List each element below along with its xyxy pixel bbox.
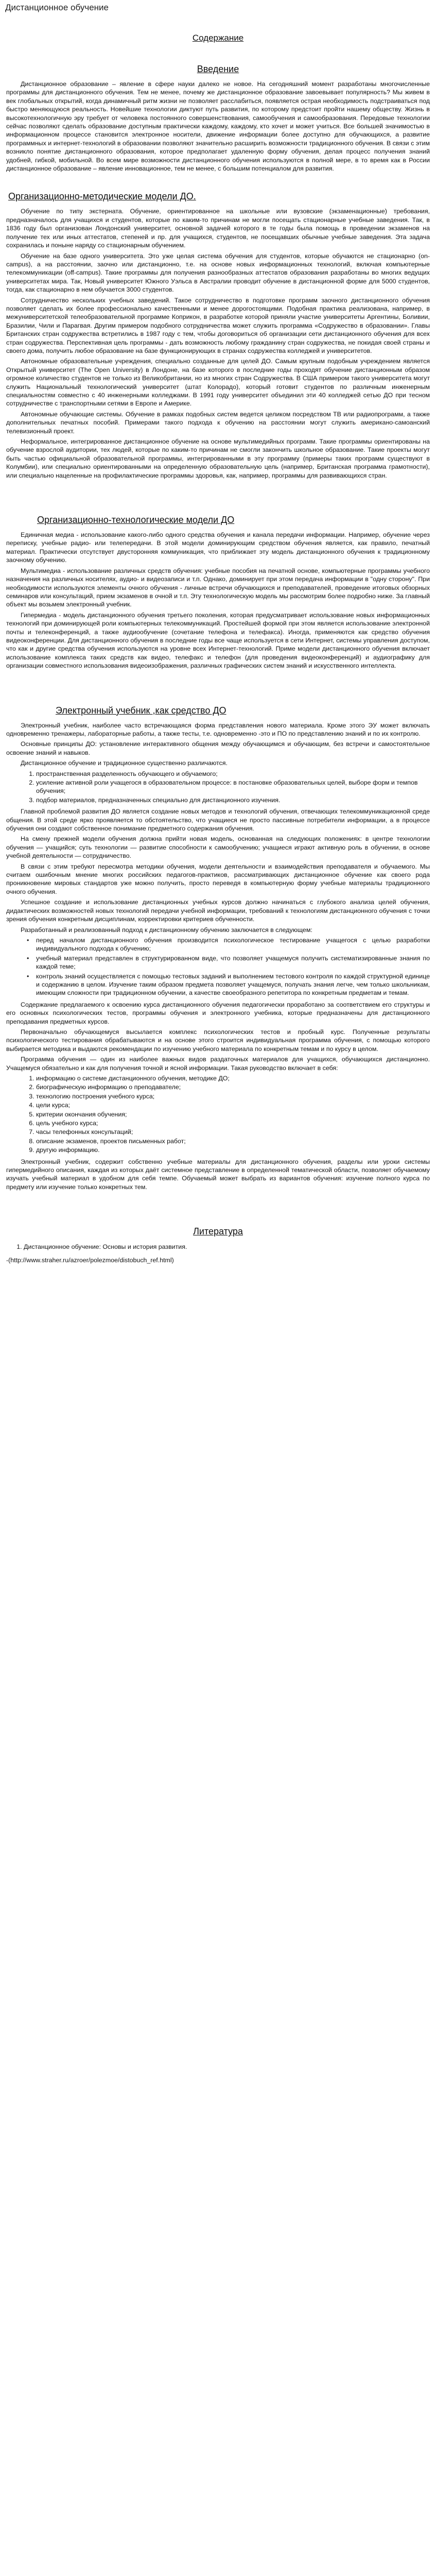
ebook-paragraph-1: Электронный учебник, наиболее часто встречающаяся форма представления нового материала. Кроме этого ЭУ может включать одновременно тренажеры, лабораторные работы, а также тесты, т.е. одновременно -это и ПО по представлению знаний и по их контролю. xyxy=(6,721,430,737)
list-item: 2. усиление активной роли учащегося в образовательном процессе: в постановке образовательных целей, выборе форм и темпов обучения; xyxy=(36,778,430,795)
list-item: 3. технологию построения учебного курса; xyxy=(36,1092,430,1100)
list-item: 6. цель учебного курса; xyxy=(36,1119,430,1127)
org-paragraph-5: Автономные обучающие системы. Обучение в рамках подобных систем ведется целиком посредством ТВ или радиопрограмм, а также дополнительных печатных пособий. Примерами такого подхода к обучению на расстоянии могут служить американо-самоанский телевизионный проект. xyxy=(6,410,430,435)
ebook-paragraph-8: Разработанный и реализованный подход к дистанционному обучению заключается в следующем: xyxy=(21,926,312,934)
ebook-paragraph-11: Программа обучения — один из наиболее важных видов раздаточных материалов для учащихся, обучающихся дистанционно. Учащемуся обязательно и как для получения точной и ясной информации. Такая руководство включает в себя: xyxy=(6,1056,430,1072)
ebook-differences-list xyxy=(6,770,430,805)
ebook-paragraph-5: На смену прежней модели обучения должна прийти новая модель, основанная на следующих положениях: в центре технологии обучения — учащийся; суть технологии — развитие способности к самообучению; учащиеся играют активную роль в обучении, в основе учебной деятельности — сотрудничество. xyxy=(6,835,430,860)
org-paragraph-4: Автономные образовательные учреждения, специально созданные для целей ДО. Самым крупным подобным учреждением является Открытый университет (The Open University) в Лондоне, на базе которого в последние годы проходят обучение дистанционным образом огромное количество студентов не только из Великобритании, но из многих стран Содружества. В США примером такого университета могут служить Национальный технологический университет (штат Колорадо), который готовит студентов по различным инженерным специальностям совместно с 40 инженерными колледжами. В 1991 году университет объединил эти 40 колледжей сетью ДО при тесном сотрудничестве с транспортными сетями в Европе и Америке. xyxy=(6,358,430,408)
list-item: • перед началом дистанционного обучения производится психологическое тестирование учащегося с целью разработки индивидуального подхода к обучению; xyxy=(36,936,430,953)
reference-link-line xyxy=(6,1256,430,1265)
ebook-paragraph-7: Успешное создание и использование дистанционных учебных курсов должно начинаться с глубокого анализа целей обучения, дидактических возможностей новых технологий передачи учебной информации, требований к технологиям дистанционного обучения с точки зрения обучения конкретным дисциплинам, корректировки критериев обученности. xyxy=(6,899,430,923)
list-item: 8. описание экзаменов, проектов письменных работ; xyxy=(36,1137,430,1145)
list-item: 7. часы телефонных консультаций; xyxy=(36,1128,430,1136)
list-item: 2. биографическую информацию о преподавателе; xyxy=(36,1083,430,1091)
references-list xyxy=(6,1242,430,1251)
list-item: • учебный материал представлен в структурированном виде, что позволяет учащемуся получить систематизированные знания по каждой теме; xyxy=(36,954,430,971)
program-contents-list xyxy=(6,1074,430,1155)
document-header xyxy=(0,0,436,15)
references-heading: Литература xyxy=(193,1226,243,1237)
ebook-paragraph-2: Основные принципы ДО: установление интерактивного общения между обучающимся и обучающим, без встречи и самостоятельное освоение знаний и навыков. xyxy=(6,740,430,756)
reference-link[interactable]: -(http://www.straher.ru/azroer/polezmoe/distobuch_ref.html) xyxy=(6,1257,174,1264)
org-paragraph-6: Неформальное, интегрированное дистанционное обучение на основе мультимедийных программ. Такие программы ориентированы на обучение взрослой аудитории, тех людей, которые по каким-то причинам не смогли закончить школьное образование. Такие проекты могут быть частью официальной образовательной программы, интегрированными в эту программу (примеры таких программ существуют в Колумбии), или специально ориентированными на определенную образовательную цель (например, Британская программа грамотности), или специально нацеленные на профилактические программы здоровья, как, например, программы для развивающихся стран. xyxy=(6,438,430,479)
ebook-paragraph-9: Содержание предлагаемого к освоению курса дистанционного обучения педагогически проработано за соответствием его структуры и его основных психологических тестов, программы обучения и электронного учебника, которые предназначены для дистанционного преподавания предметных курсов. xyxy=(6,1001,430,1025)
list-item: • контроль знаний осуществляется с помощью тестовых заданий и выполнением тестового контроля по каждой структурной единице и содержанию в целом. Изучение таким образом предмета позволяет учащемуся, получать знания легче, чем только школьникам, имеющим сложности при традиционном обучении, а качестве своеобразного репетитора по конкретным предметам и темам. xyxy=(36,972,430,997)
ebook-paragraph-3: Дистанционное обучение и традиционное существенно различаются. xyxy=(21,759,228,767)
list-item: 4. цели курса; xyxy=(36,1101,430,1109)
ebook-approach-list xyxy=(6,936,430,997)
toc-link[interactable]: Содержание xyxy=(192,33,244,43)
org-paragraph-1: Обучение по типу экстерната. Обучение, ориентированное на школьные или вузовские (экзаменационные) требования, предназначалось для учащихся и студентов, которые по каким-то причинам не могли посещать стационарные учебные заведения. Так, в 1836 году был организован Лондонский университет, основной задачей которого в те годы была помощь в проведении экзаменов на получение тех или иных аттестатов, степеней и пр. для учащихся, студентов, не посещавших обычные учебные заведения. Эта задача сохранилась и поныне наряду со стационарным обучением. xyxy=(6,208,430,249)
list-item: 5. критерии окончания обучения; xyxy=(36,1110,430,1118)
list-item: 3. подбор материалов, предназначенных специально для дистанционного изучения. xyxy=(36,796,430,804)
ebook-paragraph-12: Электронный учебник, содержит собственно учебные материалы для дистанционного обучения, разделы или уроки системы гипермедийного описания, каждая из которых даёт системное представление в определенной тематической области, позволяет обучаемому изучать учебный материал в удобном для себя темпе. Обучаемый может выбрать из вариантов обучения: изучение полного курса по предмету или изучение только конкретных тем. xyxy=(6,1158,430,1191)
tech-paragraph-2: Мультимедиа - использование различных средств обучения: учебные пособия на печатной основе, компьютерные программы учебного назначения на различных носителях, аудио- и видеозаписи и т.п. Однако, доминирует при этом передача информации в "одну сторону". При необходимости используются элементы очного обучения - личные встречи обучающихся и преподавателей, проведение итоговых обзорных семинаров или консультаций, прием экзаменов в очной и т.п. Эту технологическую модель мы рассмотрим более подробно ниже. За главный объект мы возьмем электронный учебник. xyxy=(6,567,430,608)
tech-paragraph-3: Гипермедиа - модель дистанционного обучения третьего поколения, которая предусматривает использование новых информационных технологий при доминирующей роли компьютерных телекоммуникаций. Простейшей формой при этом является использование электронной почты и телеконференций, а также аудиообучение (сочетание телефона и телефакса). Иногда, применяются как средство обучения видеоконференции. Для дистанционного обучения в последние годы все чаще используется в сети Интернет, системы управления доступом, что как и другие средства обучения используются на уровне всех Интернет-технологий. Приме модели дистанционного обучения включает использование комплекса таких средств как видео, телефакс и телефон (для проведения видеоконференций) и аудиографику для организации совместного использования видеоизображения, различных графических систем знаний и искусственного интеллекта. xyxy=(6,611,430,670)
org-paragraph-2: Обучение на базе одного университета. Это уже целая система обучения для студентов, которые обучаются не стационарно (on-campus), а на расстоянии, заочно или дистанционно, т.е. на основе новых информационных технологий, включая компьютерные телекоммуникации (off-campus). Такие программы для получения разнообразных аттестатов образования разработаны во многих ведущих университетах мира. Так, Новый университет Южного Уэльса в Австралии проводит обучение в дистанционной форме для 5000 студентов, тогда, как стационарно в нем обучается 3000 студентов. xyxy=(6,252,430,294)
list-item: 1. пространственная разделенность обучающего и обучаемого; xyxy=(36,770,430,778)
tech-paragraph-1: Единичная медиа - использование какого-либо одного средства обучения и канала передачи информации. Например, обучение через переписку, учебные радио- или телепередачи. В этой модели доминирующим средством обучения является, как правило, печатный материал. Практически отсутствует двусторонняя коммуникация, что приближает эту модель дистанционного обучения к традиционному заочному обучению. xyxy=(6,531,430,564)
intro-heading: Введение xyxy=(197,64,239,74)
ebook-paragraph-6: В связи с этим требуют пересмотра методики обучения, модели деятельности и взаимодействия преподавателя и обучаемого. Мы считаем ошибочным мнение многих российских педагогов-практиков, рассматривающих дистанционное обучение как своего рода проникновение мировых стандартов уже можно получить, просто переведя в компьютерную форму учебные материалы традиционного очного обучения. xyxy=(6,862,430,895)
ebook-paragraph-4: Главной проблемой развития ДО является создание новых методов и технологий обучения, отвечающих телекоммуникационной среде общения. В этой среде ярко проявляется то обстоятельство, что учащиеся не просто пассивные потребители информации, а в процессе обучения они создают собственное понимание предметного содержания обучения. xyxy=(6,808,430,833)
intro-paragraph-1: Дистанционное образование – явление в сфере науки далеко не новое. На сегодняшний момент разработаны многочисленные программы для дистанционного обучения. Тем не менее, почему же дистанционное образование завоевывает популярность? Мы живем в век глобальных открытий, когда динамичный ритм жизни не позволяет расслабиться, появляется острая необходимость подстраиваться под быстро меняющуюся реальность. Новейшие технологии диктуют путь развития, по которому предстоит пройти нашему обществу. Жизнь в высокотехнологичную эру требует от человека постоянного совершенствования, самообучения и самообразования. Передовые технологии сейчас позволяют сделать образование доступным практически каждому, каждому, кто хочет и может учиться. Все большей значимостью в информационном процессе становится электронное носители, движение информации более доступно для обучающихся, а развитие программных и интернет-технологий в образовании позволяют значительно расширить возможности традиционного обучения. В связи с этим возникло понятие дистанционного образования, которое предполагает удаленную форму обучения, делая процесс получения знаний удобней, гибкой, мобильной. Во всем мире возможности дистанционного обучения используются в полной мере, в то время как в России дистанционное образование – явление инновационное, тем не менее, с большим потенциалом для развития. xyxy=(6,80,430,173)
reference-item: 1. Дистанционное обучение: Основы и история развития. xyxy=(24,1242,430,1251)
list-item: 1. информацию о системе дистанционного обучения, методике ДО; xyxy=(36,1074,430,1082)
document-title: Дистанционное обучение xyxy=(5,3,109,12)
tech-models-heading: Организационно-технологические модели ДО xyxy=(37,515,235,526)
ebook-heading: Электронный учебник ,как средство ДО xyxy=(56,705,226,716)
org-paragraph-3: Сотрудничество нескольких учебных заведений. Такое сотрудничество в подготовке программ заочного дистанционного обучения позволяет сделать их более профессионально качественными и менее дорогостоящими. Подобная практика реализована, например, в межуниверситетской телеобразовательной программе Коприкон, в разработке которой приняли участие университеты Аргентины, Боливии, Бразилии, Чили и Парагвая. Другим примером подобного сотрудничества может служить программа «Содружество в образовании». Главы Британских стран содружества встретились в 1987 году с тем, чтобы договориться об организации сети дистанционного обучения для всех стран содружества. Перспективная цель программы - дать возможность любому гражданину стран содружества, не покидая своей страны и своего дома, получить любое образование на базе функционирующих в странах содружества колледжей и университетов. xyxy=(6,296,430,354)
list-item: 9. другую информацию. xyxy=(36,1146,430,1154)
document-body xyxy=(0,33,436,1265)
ebook-paragraph-10: Первоначально обучающемуся высылается комплекс психологических тестов и пробный курс. Полученные результаты психологического тестирования обрабатываются и на основе этого строится индивидуальная программа обучения, с помощью которого выбирается методика и выдаются рекомендации по изучению учебного материала по конкретным темам и по курсу в целом. xyxy=(6,1028,430,1053)
org-models-heading: Организационно-методические модели ДО. xyxy=(8,191,196,202)
